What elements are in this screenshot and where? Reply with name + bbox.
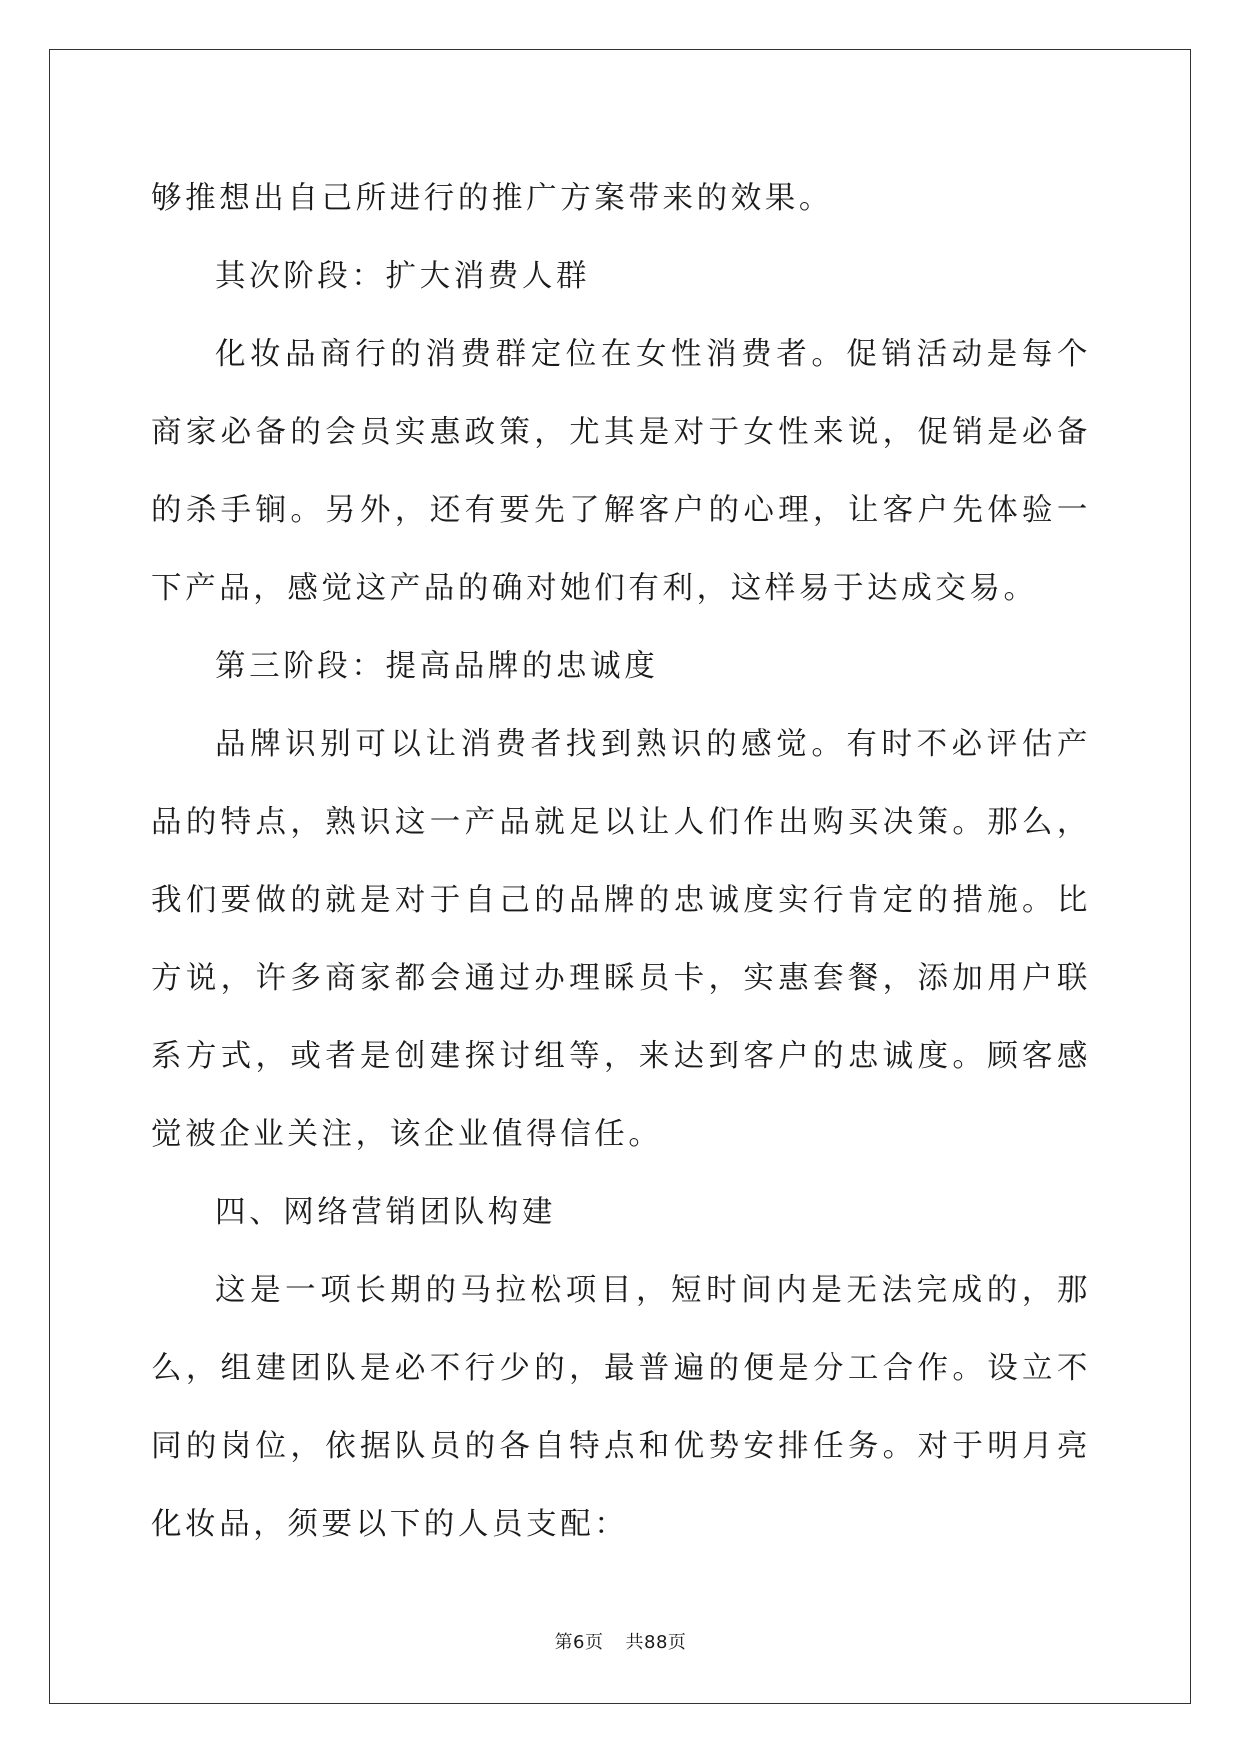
paragraph-brand-loyalty: 品牌识别可以让消费者找到熟识的感觉。有时不必评估产品的特点，熟识这一产品就足以让人们作出购买决策。那么，我们要做的就是对于自己的品牌的忠诚度实行肯定的措施。比方说，许多商家都会通过办理睬员卡，实惠套餐，添加用户联系方式，或者是创建探讨组等，来达到客户的忠诚度。顾客感觉被企业关注，该企业值得信任。	[151, 727, 1091, 1152]
page-number: 第6页	[554, 1632, 604, 1653]
paragraph-consumer-targeting: 化妆品商行的消费群定位在女性消费者。促销活动是每个商家必备的会员实惠政策，尤其是对于女性来说，促销是必备的杀手锏。另外，还有要先了解客户的心理，让客户先体验一下产品，感觉这产品的确对她们有利，这样易于达成交易。	[151, 337, 1091, 606]
section-heading-third-stage: 第三阶段：提高品牌的忠诚度	[215, 649, 659, 684]
document-body	[151, 160, 1091, 1564]
paragraph-team-building: 这是一项长期的马拉松项目，短时间内是无法完成的，那么，组建团队是必不行少的，最普遍的便是分工合作。设立不同的岗位，依据队员的各自特点和优势安排任务。对于明月亮化妆品，须要以下的人员支配：	[151, 1273, 1091, 1542]
paragraph-continuation: 够推想出自己所进行的推广方案带来的效果。	[151, 181, 833, 216]
section-heading-team-building: 四、网络营销团队构建	[215, 1195, 556, 1230]
section-heading-second-stage: 其次阶段：扩大消费人群	[215, 259, 591, 294]
page-footer	[0, 1628, 1241, 1654]
page-total: 共88页	[625, 1632, 687, 1653]
